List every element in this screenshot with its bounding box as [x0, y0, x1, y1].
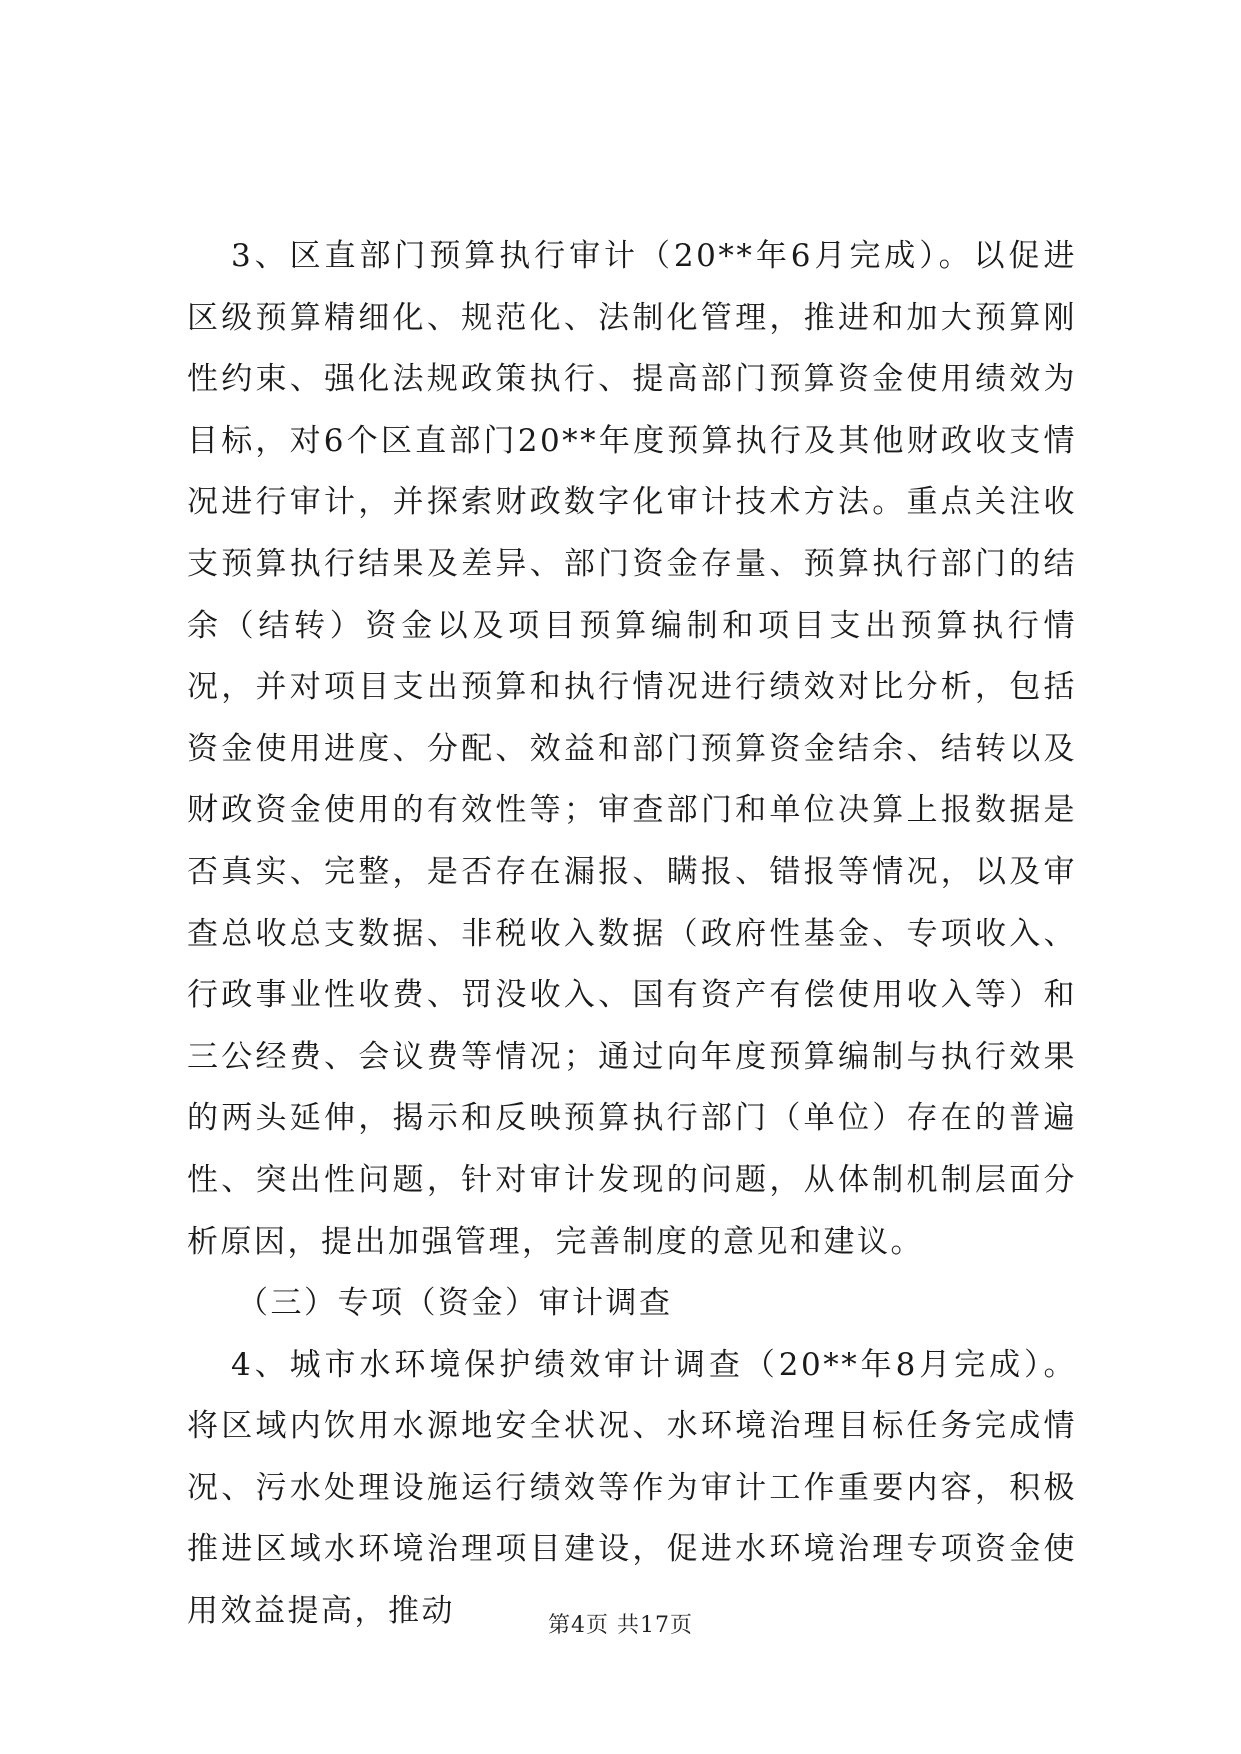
page-footer: 第4页 共17页 [548, 1613, 693, 1638]
paragraph-audit-3: 3、区直部门预算执行审计（20**年6月完成）。以促进区级预算精细化、规范化、法制化管理，推进和加大预算刚性约束、强化法规政策执行、提高部门预算资金使用绩效为目标，对6个区直部门20**年度预算执行及其他财政收支情况进行审计，并探索财政数字化审计技术方法。重点关注收支预算执行结果及差异、部门资金存量、预算执行部门的结余（结转）资金以及项目预算编制和项目支出预算执行情况，并对项目支出预算和执行情况进行绩效对比分析，包括资金使用进度、分配、效益和部门预算资金结余、结转以及财政资金使用的有效性等；审查部门和单位决算上报数据是否真实、完整，是否存在漏报、瞒报、错报等情况，以及审查总收总支数据、非税收入数据（政府性基金、专项收入、行政事业性收费、罚没收入、国有资产有偿使用收入等）和三公经费、会议费等情况；通过向年度预算编制与执行效果的两头延伸，揭示和反映预算执行部门（单位）存在的普遍性、突出性问题，针对审计发现的问题，从体制机制层面分析原因，提出加强管理，完善制度的意见和建议。 [187, 238, 1077, 1260]
paragraph-audit-4: 4、城市水环境保护绩效审计调查（20**年8月完成）。将区域内饮用水源地安全状况、水环境治理目标任务完成情况、污水处理设施运行绩效等作为审计工作重要内容，积极推进区域水环境治理项目建设，促进水环境治理专项资金使用效益提高，推动 [187, 1346, 1077, 1630]
section-heading-special-funds: （三）专项（资金）审计调查 [237, 1285, 673, 1322]
document-body [187, 226, 1077, 1643]
